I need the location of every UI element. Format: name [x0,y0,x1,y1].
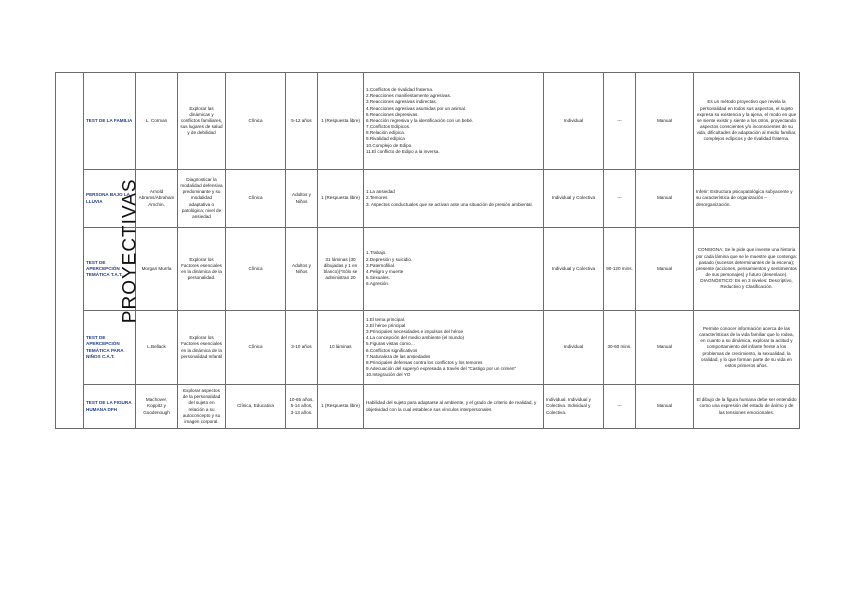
factor-item: 8.Relación edípica. [366,130,406,136]
test-time: --- [604,73,636,170]
factor-item: Habilidad del sujeto para adaptarse al ambiente, y el grado de criterio de realidad, y objetividad con la cual establece sus vínculos interpersonales [366,400,537,412]
factor-item: 6.Reacción regresiva y la identificación con un bebé. [366,117,474,123]
test-area: Clínica [226,228,286,311]
factor-item: 4.La concepción del medio ambiente (el mundo) [366,335,465,341]
test-factors [364,73,544,170]
test-time: 90-120 mins. [604,228,636,311]
test-scoring: Manual [636,385,694,429]
factor-item: 5.Sexuales. [366,275,391,281]
test-description: El dibujo de la figura humana debe ser entendido como una expresión del estado de ánimo y de las tensiones emocionales. [694,385,800,429]
test-area: Clínica, Educativa [226,385,286,429]
test-purpose: Diagnosticar la modalidad defensiva predominante y su modalidad adaptativa o patológica; nivel de ansiedad [178,170,226,228]
test-purpose: Explorar los Factores esenciales en la dinámica de la personalidad. [178,228,226,311]
test-items: 1 (Respuesta libre) [318,170,364,228]
factor-item: 7.Naturaleza de las ansiedades [366,353,431,359]
test-purpose: Explorar aspectos de la personalidad del sujeto en relación a su autoconcepto y su imagen corporal. [178,385,226,429]
test-application: Individual [544,311,604,385]
test-name: TEST DE APERCEPCIÓN TEMÁTICA PARA NIÑOS C.A.T. [84,311,136,385]
test-description: Permite conocer información acerca de las características de la vida familiar que lo rodea, en cuanto a su dinámica, explorar la actitud y comportamiento del infante frente a los problemas de crecimiento, la sexualidad, la oralidad, y lo que forman parte de su vida en estos primeros años. [694,311,800,385]
factor-item: 8.Principales defensas contra los conflictos y los temores [366,359,483,365]
test-items: 10 láminas [318,311,364,385]
test-author: L.Bellack [136,311,178,385]
category-label: PROYECTIVAS [119,178,141,323]
factor-item: 1.El tema principal. [366,316,406,322]
test-scoring: Manual [636,311,694,385]
factor-item: 9.Rivalidad edípica [366,136,405,142]
factor-item: 3.Paternofilial. [366,262,396,268]
test-scoring: Manual [636,228,694,311]
factor-item: 4.Reacciones agresivas asumidas por un animal. [366,105,467,111]
test-application: Individual y Colectiva [544,228,604,311]
factor-item: 6.Agresión. [366,281,390,287]
factor-item: 2.Reacciones manifiestamente agresivas. [366,93,452,99]
table-row [56,73,800,170]
test-items: 1 (Respuesta libre) [318,73,364,170]
table-row [56,311,800,385]
factor-item: 3. Aspectos conductuales que se activan ante una situación de presión ambiental. [366,201,533,207]
test-description: CONSIGNA: Se le pide que invente una historia por cada lámina que se le muestre que contenga: pasado (sucesos determinantes de la escena); presente (acciones, pensamientos y sentimientos de sus personajes) y futuro (desenlace). DIAGNÓSTICO: Es en 3 niveles: Descriptivo, Reductivo y Clasificación. [694,228,800,311]
factor-item: 2.Temores [366,195,388,201]
test-area: Clínica [226,170,286,228]
test-application: Individual [544,73,604,170]
test-factors [364,311,544,385]
test-scoring: Manual [636,170,694,228]
test-items: 1 (Respuesta libre) [318,385,364,429]
test-time: --- [604,170,636,228]
factor-item: 6.Conflictos significativos [366,347,418,353]
test-factors [364,170,544,228]
test-author: L. Corman [136,73,178,170]
tests-table [55,72,800,429]
test-age: 10-65 años, 5-14 años, 3-13 años. [286,385,318,429]
test-items: 31 láminas (30 dibujadas y 1 en blanco)(*Sólo se administran 20 [318,228,364,311]
factor-item: 5.Reacciones depresivas. [366,111,419,117]
test-name: TEST DE LA FIGURA HUMANA DFH [84,385,136,429]
factor-item: 3.Reacciones agresivas indirectas. [366,99,437,105]
factor-item: 1.Conflictos de rivalidad fraterna. [366,86,434,92]
test-age: 3-10 años [286,311,318,385]
test-name: PERSONA BAJO LA LLUVIA [84,170,136,228]
test-time: --- [604,385,636,429]
test-name: TEST DE APERCEPCIÓN TEMÁTICA T.A.T. [84,228,136,311]
factor-item: 10.Integración del YO [366,372,411,378]
table-row [56,228,800,311]
test-time: 30-60 mins. [604,311,636,385]
test-author: Machover, Koppitz y Goodenough [136,385,178,429]
test-factors [364,228,544,311]
factor-item: 1.Trabajo. [366,250,387,256]
test-purpose: Explorar las dinámicas y conflictos familiares, sus lugares de salud y de debilidad [178,73,226,170]
test-name: TEST DE LA FAMILIA [84,73,136,170]
test-purpose: Explorar los Factores esenciales en la dinámica de la personalidad Infantil [178,311,226,385]
factor-item: 2.El héroe principal [366,322,406,328]
test-age: Adultos y Niños [286,228,318,311]
table-row [56,385,800,429]
factor-item: 5.Figuras vistas como… [366,341,416,347]
factor-item: 9.Adecuación del superyó expresada a través del "Castigo por un crimen" [366,366,517,372]
factor-item: 10.Complejo de Edipo. [366,142,413,148]
test-application: Individual y Colectiva [544,170,604,228]
test-description: Es un método proyectivo que revela la personalidad en todos sus aspectos, el sujeto expresa su existencia y la ajena, el modo en que se siente existir y siente a los otros, proyectando aspectos conscientes y/o inconscientes de su vida, dificultades de adaptación al medio familiar, complejos edípicos y de rivalidad fraterna. [694,73,800,170]
test-author: Morgan Murrla [136,228,178,311]
test-area: Clínica [226,311,286,385]
test-age: 5-12 años [286,73,318,170]
factor-item: 3.Principales necesidades e impulsos del héroe [366,328,464,334]
factor-item: 11.El conflicto de Edipo a la inversa. [366,148,440,154]
factor-item: 1.La ansiedad [366,189,395,195]
test-description: Inferir: Estructura psicopatológica subyacente y su característica de organización – desorganización. [694,170,800,228]
test-age: Adultos y Niños [286,170,318,228]
test-application: Individual. Individual y Colectiva. Individual y Colectiva. [544,385,604,429]
factor-item: 4.Peligro y muerte [366,269,404,274]
factor-item: 7.Conflictos Edípicos. [366,124,411,130]
test-author: Arnold Abrams/Abraham Amchin. [136,170,178,228]
test-factors [364,385,544,429]
test-area: Clínica [226,73,286,170]
test-scoring: Manual [636,73,694,170]
table-row [56,170,800,228]
factor-item: 2.Depresión y suicidio. [366,256,413,262]
